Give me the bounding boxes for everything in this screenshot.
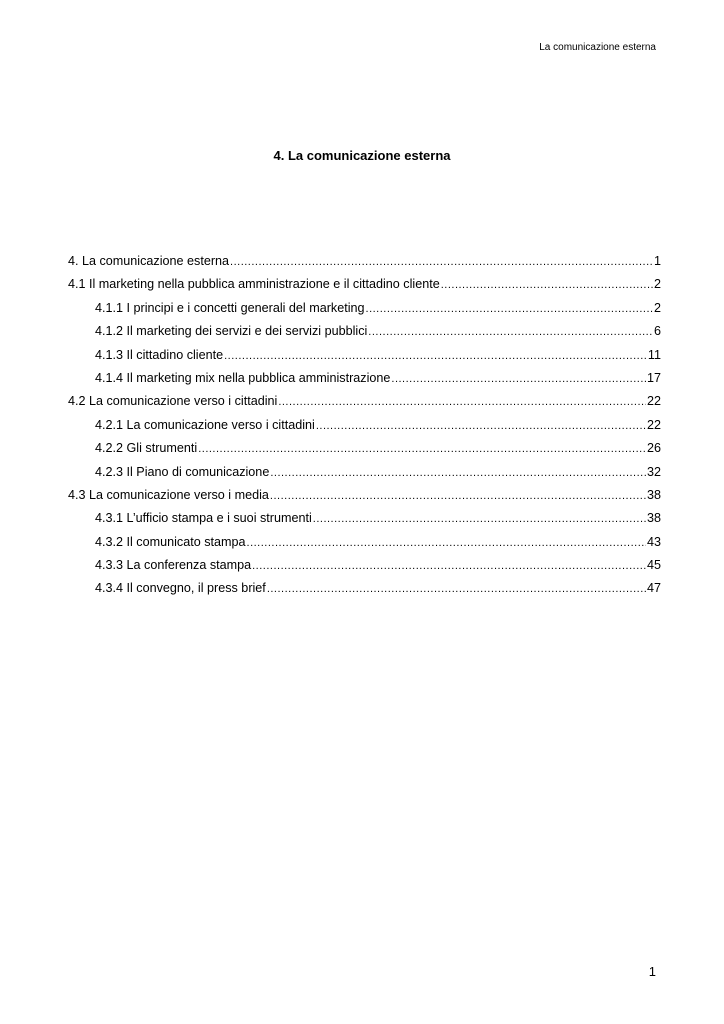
toc-entry-label: 4.2 La comunicazione verso i cittadini bbox=[68, 394, 278, 409]
toc-entry-label: 4.1.2 Il marketing dei servizi e dei servizi pubblici bbox=[95, 324, 368, 339]
toc-entry[interactable] bbox=[68, 581, 661, 604]
toc-dot-leader bbox=[198, 443, 646, 455]
toc-entry-label: 4.3.3 La conferenza stampa bbox=[95, 558, 252, 573]
toc-dot-leader bbox=[278, 396, 646, 408]
toc-dot-leader bbox=[316, 420, 646, 432]
table-of-contents bbox=[68, 254, 661, 605]
toc-entry-page: 38 bbox=[646, 511, 661, 526]
toc-entry[interactable] bbox=[68, 535, 661, 558]
toc-entry-page: 2 bbox=[653, 300, 661, 315]
toc-dot-leader bbox=[247, 537, 646, 549]
toc-entry[interactable] bbox=[68, 348, 661, 371]
page-number: 1 bbox=[648, 964, 656, 979]
toc-entry[interactable] bbox=[68, 254, 661, 277]
toc-entry-page: 22 bbox=[646, 394, 661, 409]
toc-entry-page: 2 bbox=[653, 277, 661, 292]
toc-entry-label: 4.3 La comunicazione verso i media bbox=[68, 487, 269, 502]
toc-dot-leader bbox=[368, 326, 653, 338]
toc-entry[interactable] bbox=[68, 277, 661, 300]
toc-dot-leader bbox=[252, 560, 646, 572]
toc-entry[interactable] bbox=[68, 371, 661, 394]
toc-entry-page: 45 bbox=[646, 558, 661, 573]
toc-entry-page: 38 bbox=[646, 487, 661, 502]
running-header: La comunicazione esterna bbox=[539, 42, 656, 53]
toc-entry-page: 6 bbox=[653, 324, 661, 339]
toc-entry-page: 32 bbox=[646, 464, 661, 479]
toc-dot-leader bbox=[270, 490, 646, 502]
toc-entry-page: 26 bbox=[646, 441, 661, 456]
toc-entry-page: 11 bbox=[647, 347, 661, 362]
toc-entry-label: 4.2.3 Il Piano di comunicazione bbox=[95, 464, 270, 479]
toc-entry-label: 4.3.4 Il convegno, il press brief bbox=[95, 581, 266, 596]
toc-entry[interactable] bbox=[68, 488, 661, 511]
toc-entry-label: 4.1.1 I principi e i concetti generali del marketing bbox=[95, 300, 365, 315]
toc-entry-page: 47 bbox=[646, 581, 661, 596]
toc-entry-label: 4.2.1 La comunicazione verso i cittadini bbox=[95, 417, 315, 432]
toc-entry[interactable] bbox=[68, 511, 661, 534]
toc-entry[interactable] bbox=[68, 465, 661, 488]
toc-entry[interactable] bbox=[68, 324, 661, 347]
toc-dot-leader bbox=[224, 350, 647, 362]
toc-dot-leader bbox=[270, 467, 646, 479]
toc-entry-label: 4.1.4 Il marketing mix nella pubblica amministrazione bbox=[95, 370, 391, 385]
toc-entry-label: 4.1.3 Il cittadino cliente bbox=[95, 347, 224, 362]
toc-dot-leader bbox=[230, 256, 653, 268]
toc-entry-label: 4.3.1 L’ufficio stampa e i suoi strumenti bbox=[95, 511, 312, 526]
toc-dot-leader bbox=[313, 513, 646, 525]
toc-entry-page: 17 bbox=[646, 370, 661, 385]
toc-entry-label: 4. La comunicazione esterna bbox=[68, 254, 230, 268]
toc-entry-page: 43 bbox=[646, 534, 661, 549]
toc-entry-label: 4.3.2 Il comunicato stampa bbox=[95, 534, 246, 549]
toc-entry-label: 4.2.2 Gli strumenti bbox=[95, 441, 198, 456]
toc-entry[interactable] bbox=[68, 301, 661, 324]
toc-dot-leader bbox=[366, 303, 653, 315]
toc-entry[interactable] bbox=[68, 441, 661, 464]
toc-entry-page: 22 bbox=[646, 417, 661, 432]
chapter-title: 4. La comunicazione esterna bbox=[273, 148, 451, 163]
toc-entry-page: 1 bbox=[653, 254, 661, 268]
toc-entry[interactable] bbox=[68, 418, 661, 441]
toc-entry-label: 4.1 Il marketing nella pubblica amministrazione e il cittadino cliente bbox=[68, 277, 440, 292]
toc-entry[interactable] bbox=[68, 394, 661, 417]
toc-dot-leader bbox=[267, 583, 646, 595]
toc-dot-leader bbox=[441, 279, 653, 291]
toc-dot-leader bbox=[391, 373, 646, 385]
toc-entry[interactable] bbox=[68, 558, 661, 581]
